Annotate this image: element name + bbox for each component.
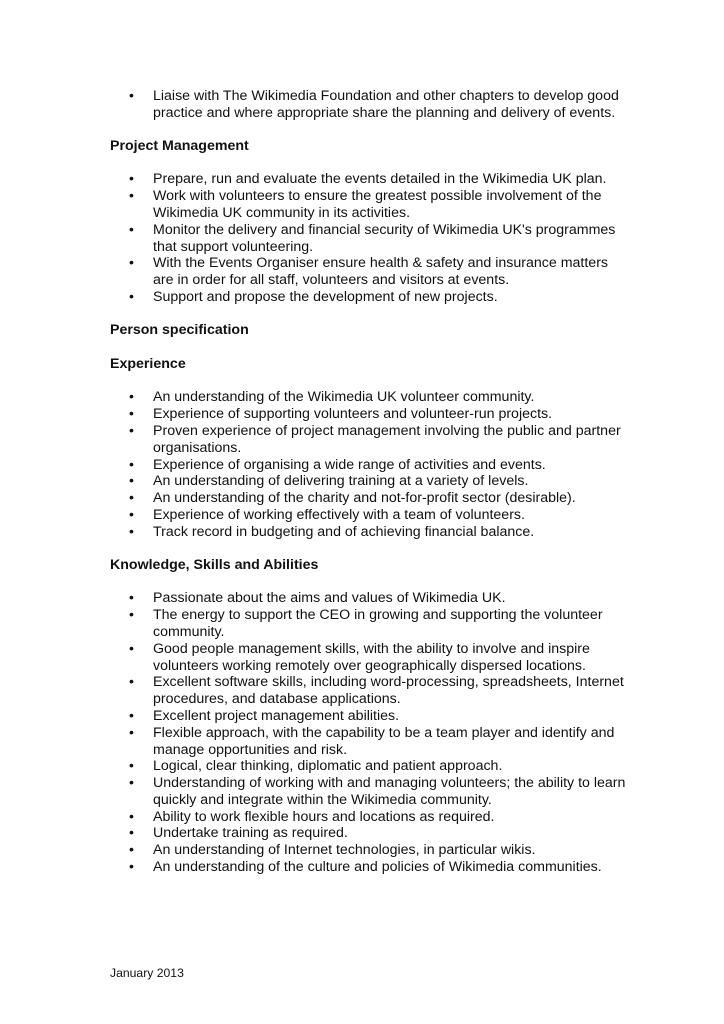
experience-heading: Experience: [110, 355, 186, 372]
bullet-icon: •: [129, 389, 134, 406]
bullet-icon: •: [129, 406, 134, 423]
list-item-text: An understanding of the Wikimedia UK volunteer community.: [153, 389, 535, 406]
list-item-text: Proven experience of project management involving the public and partner organisations.: [153, 422, 621, 456]
bullet-icon: •: [129, 674, 134, 691]
footer-date: January 2013: [110, 966, 184, 980]
list-item-text: Ability to work flexible hours and locations as required.: [153, 808, 495, 825]
list-item-text: Liaise with The Wikimedia Foundation and other chapters to develop good practice and where appropriate share the planning and delivery of events.: [153, 88, 619, 121]
bullet-icon: •: [129, 842, 134, 859]
list-item: [110, 842, 630, 859]
list-item-text: Experience of working effectively with a team of volunteers.: [153, 506, 525, 523]
bullet-icon: •: [129, 88, 134, 104]
list-item: [110, 406, 630, 423]
list-item-text: Monitor the delivery and financial security of Wikimedia UK's programmes that support volunteering.: [153, 221, 616, 255]
bullet-icon: •: [129, 188, 134, 205]
list-item-text: An understanding of delivering training at a variety of levels.: [153, 473, 529, 490]
list-item-text: Experience of organising a wide range of activities and events.: [153, 456, 546, 473]
list-item: [110, 188, 630, 222]
bullet-icon: •: [129, 490, 134, 507]
list-item-text: Prepare, run and evaluate the events detailed in the Wikimedia UK plan.: [153, 171, 607, 188]
list-item: [110, 641, 630, 675]
bullet-icon: •: [129, 758, 134, 775]
bullet-icon: •: [129, 288, 134, 305]
list-item: [110, 289, 630, 306]
list-item: [110, 389, 630, 406]
bullet-icon: •: [129, 590, 134, 607]
list-item: [110, 758, 630, 775]
list-item: [110, 473, 630, 490]
project-management-heading: Project Management: [110, 137, 249, 154]
list-item: [110, 825, 630, 842]
bullet-icon: •: [129, 640, 134, 657]
bullet-icon: •: [129, 171, 134, 188]
list-item: [110, 457, 630, 474]
bullet-icon: •: [129, 523, 134, 540]
list-item: [110, 255, 630, 289]
bullet-icon: •: [129, 808, 134, 825]
list-item-text: Good people management skills, with the ability to involve and inspire volunteers working remotely over geographically dispersed locations.: [153, 640, 590, 674]
bullet-icon: •: [129, 707, 134, 724]
document-body: [110, 88, 630, 876]
intro-list: [110, 88, 630, 122]
list-item-text: Flexible approach, with the capability to be a team player and identify and manage opportunities and risk.: [153, 724, 615, 758]
list-item-text: Work with volunteers to ensure the greatest possible involvement of the Wikimedia UK community in its activities.: [153, 188, 602, 221]
list-item-text: Track record in budgeting and of achieving financial balance.: [153, 523, 535, 540]
list-item: [110, 590, 630, 607]
person-specification-heading: Person specification: [110, 321, 249, 338]
bullet-icon: •: [129, 825, 134, 842]
list-item: [110, 607, 630, 641]
list-item: [110, 423, 630, 457]
list-item: [110, 725, 630, 759]
list-item-text: Passionate about the aims and values of Wikimedia UK.: [153, 590, 506, 607]
bullet-icon: •: [129, 724, 134, 741]
list-item-text: Undertake training as required.: [153, 825, 348, 842]
list-item-text: Support and propose the development of new projects.: [153, 288, 498, 305]
list-item: [110, 674, 630, 708]
list-item: [110, 809, 630, 826]
bullet-icon: •: [129, 221, 134, 238]
bullet-icon: •: [129, 456, 134, 473]
bullet-icon: •: [129, 607, 134, 624]
list-item: [110, 775, 630, 809]
list-item: [110, 490, 630, 507]
list-item: [110, 524, 630, 541]
list-item: [110, 88, 630, 122]
bullet-icon: •: [129, 775, 134, 792]
experience-list: [110, 389, 630, 540]
list-item-text: With the Events Organiser ensure health & safety and insurance matters are in order for all staff, volunteers and visitors at events.: [153, 255, 609, 289]
list-item: [110, 171, 630, 188]
knowledge-skills-heading: Knowledge, Skills and Abilities: [110, 556, 319, 573]
list-item-text: The energy to support the CEO in growing and supporting the volunteer community.: [153, 607, 603, 640]
list-item: [110, 222, 630, 256]
project-management-list: [110, 171, 630, 305]
list-item-text: Understanding of working with and managing volunteers; the ability to learn quickly and integrate within the Wikimedia community.: [153, 775, 626, 808]
bullet-icon: •: [129, 422, 134, 439]
list-item-text: Excellent software skills, including word-processing, spreadsheets, Internet procedures, and database applications.: [153, 674, 624, 708]
bullet-icon: •: [129, 255, 134, 272]
bullet-icon: •: [129, 859, 134, 876]
list-item-text: An understanding of Internet technologies, in particular wikis.: [153, 842, 536, 859]
bullet-icon: •: [129, 473, 134, 490]
list-item: [110, 859, 630, 876]
list-item-text: An understanding of the charity and not-for-profit sector (desirable).: [153, 490, 576, 507]
list-item-text: Excellent project management abilities.: [153, 707, 400, 724]
list-item: [110, 507, 630, 524]
list-item-text: Experience of supporting volunteers and volunteer-run projects.: [153, 406, 553, 423]
list-item-text: An understanding of the culture and policies of Wikimedia communities.: [153, 859, 602, 876]
list-item-text: Logical, clear thinking, diplomatic and patient approach.: [153, 758, 503, 775]
knowledge-skills-list: [110, 590, 630, 876]
list-item: [110, 708, 630, 725]
bullet-icon: •: [129, 506, 134, 523]
